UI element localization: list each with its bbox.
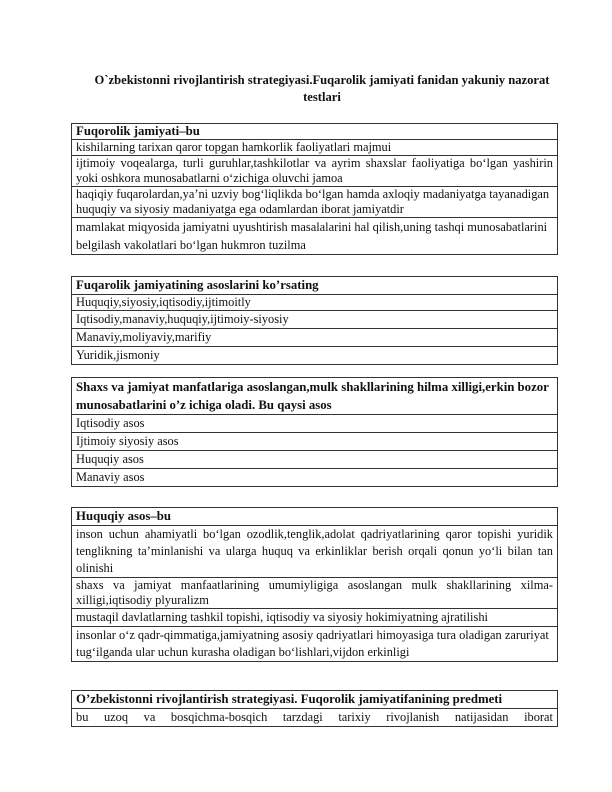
- answer-row: [72, 451, 558, 469]
- question-row: [72, 378, 558, 415]
- question-text: Shaxs va jamiyat manfatlariga asoslangan,mulk shakllarining hilma xilligi,erkin bozor munosabatlarini o’z ichiga oladi. Bu qaysi asos: [72, 378, 558, 415]
- question-block-5: [71, 690, 558, 727]
- answer-row: [72, 433, 558, 451]
- question-text: Huquqiy asos–bu: [72, 508, 558, 526]
- answer-option: Huquqiy,siyosiy,iqtisodiy,ijtimoitly: [72, 295, 558, 311]
- question-table: [71, 123, 558, 255]
- question-block-1: [71, 123, 558, 255]
- question-row: [72, 691, 558, 709]
- question-row: [72, 277, 558, 295]
- answer-option: kishilarning tarixan qaror topgan hamkorlik faoliyatlari majmui: [72, 140, 558, 156]
- answer-option: haqiqiy fuqarolardan,ya’ni uzviy bog‘liqlikda bo‘lgan hamda axloqiy madaniyatga tayanadigan huquqiy va siyosiy madaniyatga ega odamlardan iborat jamiyatdir: [72, 187, 558, 218]
- question-table: [71, 276, 558, 365]
- answer-option: Manaviy asos: [72, 469, 558, 487]
- answer-row: [72, 311, 558, 329]
- question-table: [71, 377, 558, 487]
- question-text: O’zbekistonni rivojlantirish strategiyasi. Fuqorolik jamiyatifanining predmeti: [72, 691, 558, 709]
- answer-row: [72, 187, 558, 218]
- question-table: [71, 690, 558, 727]
- answer-row: [72, 609, 558, 627]
- page-title: O`zbekistonni rivojlantirish strategiyasi.Fuqarolik jamiyati fanidan yakuniy nazorat testlari: [94, 73, 550, 104]
- answer-option: Iqtisodiy,manaviy,huquqiy,ijtimoiy-siyosiy: [72, 311, 558, 329]
- answer-option: mamlakat miqyosida jamiyatni uyushtirish masalalarini hal qilish,uning tashqi munosabatlarini belgilash vakolatlari bo‘lgan hukmron tuzilma: [72, 218, 558, 255]
- answer-row: [72, 709, 558, 727]
- answer-row: [72, 415, 558, 433]
- answer-option: shaxs va jamiyat manfaatlarining umumiyligiga asoslangan mulk shakllarining xilma-xilligi,iqtisodiy plyuralizm: [72, 578, 558, 609]
- answer-option: inson uchun ahamiyatli bo‘lgan ozodlik,tenglik,adolat qadriyatlarining qaror topishi yuridik tenglikning ta’minlanishi va ularga huquq va erkinliklar berish orqali qonun yo‘li bilan tan olinishi: [72, 526, 558, 578]
- question-block-2: [71, 276, 558, 365]
- answer-option: Manaviy,moliyaviy,marifiy: [72, 329, 558, 347]
- question-text: Fuqorolik jamiyati–bu: [72, 124, 558, 140]
- answer-row: [72, 218, 558, 255]
- answer-option: bu uzoq va bosqichma-bosqich tarzdagi tarixiy rivojlanish natijasidan iborat: [72, 709, 558, 727]
- answer-option: Iqtisodiy asos: [72, 415, 558, 433]
- answer-row: [72, 627, 558, 662]
- answer-option: Yuridik,jismoniy: [72, 347, 558, 365]
- answer-row: [72, 295, 558, 311]
- answer-option: Huquqiy asos: [72, 451, 558, 469]
- question-row: [72, 508, 558, 526]
- answer-row: [72, 347, 558, 365]
- question-table: [71, 507, 558, 662]
- answer-option: mustaqil davlatlarning tashkil topishi, iqtisodiy va siyosiy hokimiyatning ajratilishi: [72, 609, 558, 627]
- answer-row: [72, 156, 558, 187]
- answer-option: ijtimoiy voqealarga, turli guruhlar,tashkilotlar va ayrim shaxslar faoliyatiga bo‘lgan yashirin yoki oshkora munosabatlarni o‘zichiga oluvchi jamoa: [72, 156, 558, 187]
- answer-row: [72, 578, 558, 609]
- question-text: Fuqarolik jamiyatining asoslarini ko’rsating: [72, 277, 558, 295]
- answer-option: insonlar o‘z qadr-qimmatiga,jamiyatning asosiy qadriyatlari himoyasiga tura oladigan zaruriyat tug‘ilganda ular uchun kurasha oladigan bo‘lishlari,vijdon erkinligi: [72, 627, 558, 662]
- answer-row: [72, 140, 558, 156]
- question-block-4: [71, 507, 558, 662]
- question-block-3: [71, 377, 558, 487]
- answer-row: [72, 469, 558, 487]
- answer-option: Ijtimoiy siyosiy asos: [72, 433, 558, 451]
- answer-row: [72, 526, 558, 578]
- question-row: [72, 124, 558, 140]
- answer-row: [72, 329, 558, 347]
